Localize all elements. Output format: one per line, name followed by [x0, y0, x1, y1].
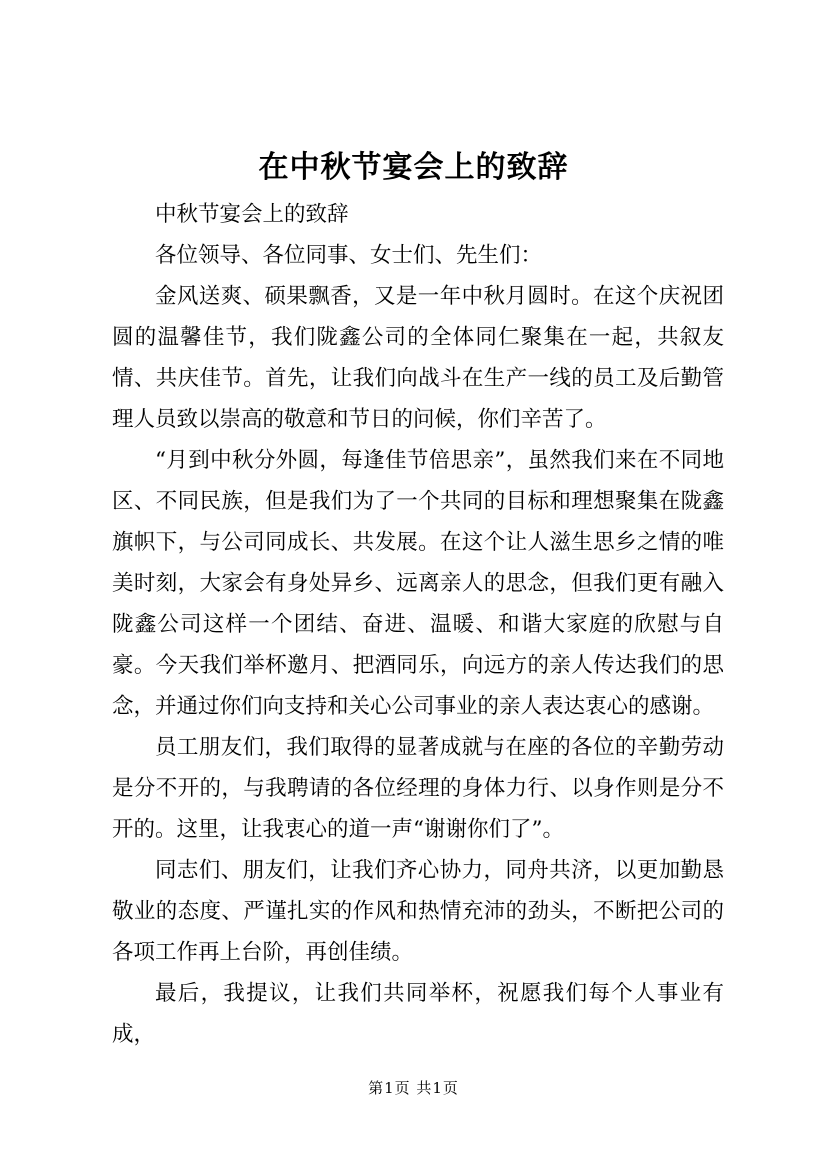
paragraph-salutation: 各位领导、各位同事、女士们、先生们： [155, 243, 543, 268]
paragraph-toast: 最后，我提议，让我们共同举杯，祝愿我们每个人事业有成， [112, 981, 724, 1047]
document-title: 在中秋节宴会上的致辞 [258, 150, 569, 185]
document-body [112, 194, 724, 1055]
page-number-footer: 第1页 共1页 [368, 1079, 459, 1097]
paragraph-opening: 金风送爽、硕果飘香，又是一年中秋月圆时。在这个庆祝团圆的温馨佳节，我们陇鑫公司的全体同仁聚集在一起，共叙友情、共庆佳节。首先，让我们向战斗在生产一线的员工及后勤管理人员致以崇高的敬意和节日的问候，你们辛苦了。 [112, 284, 724, 432]
paragraph-thanks-staff: 员工朋友们，我们取得的显著成就与在座的各位的辛勤劳动是分不开的，与我聘请的各位经理的身体力行、以身作则是分不开的。这里，让我衷心的道一声“谢谢你们了”。 [112, 735, 724, 842]
paragraph-homesick: “月到中秋分外圆，每逢佳节倍思亲”，虽然我们来在不同地区、不同民族，但是我们为了一个共同的目标和理想聚集在陇鑫旗帜下，与公司同成长、共发展。在这个让人滋生思乡之情的唯美时刻，大家会有身处异乡、远离亲人的思念，但我们更有融入陇鑫公司这样一个团结、奋进、温暖、和谐大家庭的欣慰与自豪。今天我们举杯邀月、把酒同乐，向远方的亲人传达我们的思念，并通过你们向支持和关心公司事业的亲人表达衷心的感谢。 [112, 448, 724, 719]
paragraph-subtitle: 中秋节宴会上的致辞 [155, 202, 349, 227]
paragraph-call-to-action: 同志们、朋友们，让我们齐心协力，同舟共济，以更加勤恳敬业的态度、严谨扎实的作风和热情充沛的劲头，不断把公司的各项工作再上台阶，再创佳绩。 [112, 858, 724, 965]
